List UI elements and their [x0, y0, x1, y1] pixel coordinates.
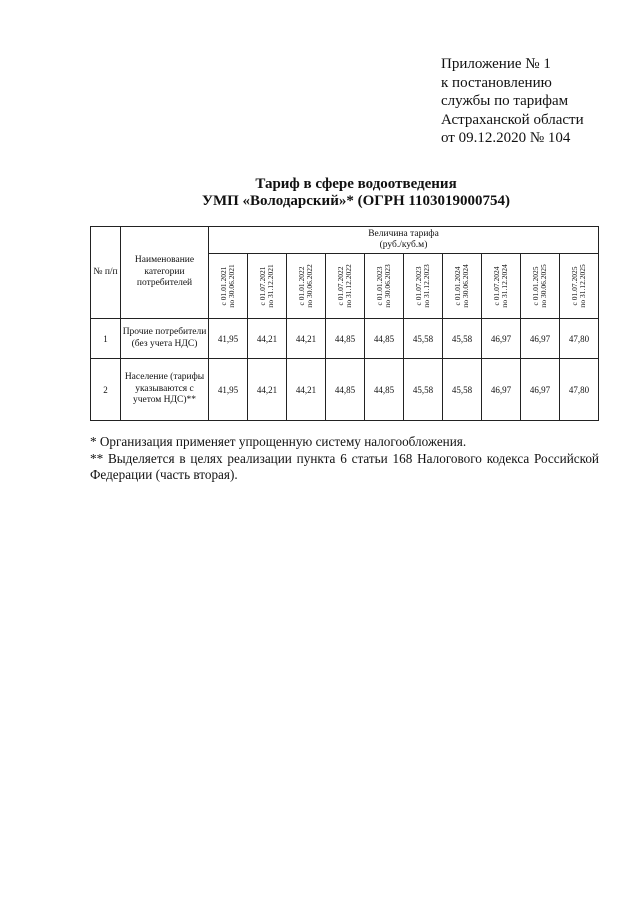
footnotes [90, 434, 599, 484]
tariff-cell: 41,95 [209, 359, 248, 421]
period-to: по 31.12.2022 [344, 264, 353, 308]
period-header [287, 254, 326, 319]
tariff-cell: 46,97 [482, 319, 521, 359]
period-from: с 01.07.2024 [492, 266, 501, 306]
period-header [248, 254, 287, 319]
period-from: с 01.01.2023 [375, 266, 384, 306]
row-number: 2 [91, 359, 121, 421]
period-header [209, 254, 248, 319]
period-from: с 01.07.2022 [336, 266, 345, 306]
period-header [404, 254, 443, 319]
period-to: по 31.12.2023 [422, 264, 431, 308]
header-tariff-value-unit: (руб./куб.м) [379, 240, 428, 250]
appendix-line: службы по тарифам [441, 93, 569, 109]
tariff-cell: 45,58 [443, 359, 482, 421]
tariff-cell: 44,21 [287, 319, 326, 359]
tariff-cell: 47,80 [560, 359, 599, 421]
appendix-line: от 09.12.2020 № 104 [441, 130, 571, 146]
header-category: Наименование категории потребителей [121, 227, 209, 319]
tariff-cell: 44,21 [248, 359, 287, 421]
row-category: Прочие потребители (без учета НДС) [121, 319, 209, 359]
table-row [91, 359, 599, 421]
tariff-cell: 44,85 [326, 359, 365, 421]
period-to: по 31.12.2024 [500, 264, 509, 308]
footnote-1: * Организация применяет упрощенную систему налогообложения. [90, 434, 467, 449]
appendix-line: к постановлению [441, 74, 552, 91]
tariff-cell: 46,97 [521, 359, 560, 421]
tariff-cell: 47,80 [560, 319, 599, 359]
period-to: по 31.12.2025 [578, 264, 587, 308]
period-to: по 30.06.2023 [383, 264, 392, 308]
row-number: 1 [91, 319, 121, 359]
header-tariff-value [209, 227, 599, 254]
period-from: с 01.01.2021 [219, 266, 228, 306]
document-title [0, 176, 640, 210]
header-number: № п/п [91, 227, 121, 319]
tariff-cell: 44,21 [248, 319, 287, 359]
footnote-2: ** Выделяется в целях реализации пункта 6 статьи 168 Налогового кодекса Российской Федерации (часть вторая). [90, 450, 599, 482]
period-header [482, 254, 521, 319]
tariff-cell: 46,97 [482, 359, 521, 421]
period-from: с 01.07.2025 [570, 266, 579, 306]
period-to: по 30.06.2021 [227, 264, 236, 308]
tariff-cell: 45,58 [443, 319, 482, 359]
period-from: с 01.01.2025 [531, 266, 540, 306]
appendix-line: Астраханской области [441, 111, 584, 128]
title-line-2: УМП «Володарский»* (ОГРН 1103019000754) [201, 193, 511, 209]
period-to: по 30.06.2025 [539, 264, 548, 308]
tariff-cell: 44,21 [287, 359, 326, 421]
tariff-table [90, 226, 599, 421]
period-to: по 30.06.2024 [461, 264, 470, 308]
period-from: с 01.07.2023 [414, 266, 423, 306]
period-header [560, 254, 599, 319]
tariff-cell: 45,58 [404, 319, 443, 359]
tariff-cell: 41,95 [209, 319, 248, 359]
tariff-cell: 46,97 [521, 319, 560, 359]
period-from: с 01.01.2024 [453, 266, 462, 306]
table-row [91, 319, 599, 359]
period-header [521, 254, 560, 319]
appendix-block [441, 55, 584, 148]
title-line-1: Тариф в сфере водоотведения [255, 176, 457, 192]
header-tariff-value-title: Величина тарифа [368, 229, 439, 239]
tariff-cell: 44,85 [326, 319, 365, 359]
period-header [443, 254, 482, 319]
period-from: с 01.01.2022 [297, 266, 306, 306]
tariff-cell: 45,58 [404, 359, 443, 421]
period-to: по 30.06.2022 [305, 264, 314, 308]
row-category: Население (тарифы указываются с учетом НДС)** [121, 359, 209, 421]
period-header [326, 254, 365, 319]
tariff-cell: 44,85 [365, 319, 404, 359]
appendix-line: Приложение № 1 [441, 56, 551, 72]
period-to: по 31.12.2021 [266, 264, 275, 308]
period-header [365, 254, 404, 319]
tariff-cell: 44,85 [365, 359, 404, 421]
period-from: с 01.07.2021 [258, 266, 267, 306]
